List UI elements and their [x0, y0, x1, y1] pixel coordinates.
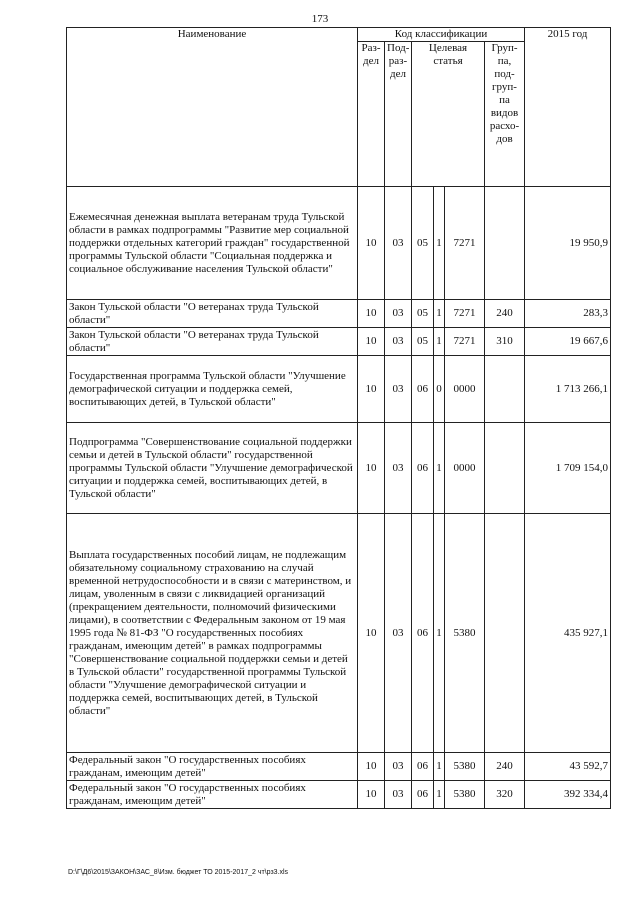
file-path-footer: D:\Г\Д6\2015\ЗАКОН\ЗАС_8\Изм. бюджет ТО 2015-2017_2 чт\рз3.xls: [68, 869, 289, 876]
header-code-group: Код классификации: [358, 28, 525, 42]
row-target-program: 06: [412, 781, 434, 809]
row-amount: 19 667,6: [525, 328, 611, 356]
row-amount: 1 713 266,1: [525, 356, 611, 423]
row-target-code: 7271: [445, 328, 485, 356]
header-expense-group: Груп- па, под- груп- па видов расхо- дов: [485, 42, 525, 187]
budget-table: [66, 27, 611, 809]
row-subsection: 03: [385, 356, 412, 423]
row-subsection: 03: [385, 187, 412, 300]
row-section: 10: [358, 423, 385, 514]
row-name: Федеральный закон "О государственных пособиях гражданам, имеющим детей": [67, 753, 358, 781]
row-target-subprogram: 1: [434, 187, 445, 300]
row-target-subprogram: 1: [434, 423, 445, 514]
row-subsection: 03: [385, 300, 412, 328]
row-target-code: 0000: [445, 356, 485, 423]
table-row: [67, 187, 611, 300]
table-row: [67, 300, 611, 328]
row-name: Федеральный закон "О государственных пособиях гражданам, имеющим детей": [67, 781, 358, 809]
row-amount: 392 334,4: [525, 781, 611, 809]
row-target-program: 06: [412, 514, 434, 753]
row-target-subprogram: 0: [434, 356, 445, 423]
row-name: Выплата государственных пособий лицам, не подлежащим обязательному социальному страхованию на случай временной нетрудоспособности и в связи с материнством, и лицам, уволенным в связи с ликвидацией организаций (прекращением деятельности, полномочий физическими лицами), в соответствии с Федеральным законом от 19 мая 1995 года № 81-ФЗ "О государственных пособиях гражданам, имеющим детей" в рамках подпрограммы "Совершенствование социальной поддержки семьи и детей в Тульской области" государственной программы Тульской области "Улучшение демографической ситуации и поддержка семей, воспитывающих детей, в Тульской области": [67, 514, 358, 753]
row-expense-group: [485, 423, 525, 514]
table-row: [67, 753, 611, 781]
row-name: Подпрограмма "Совершенствование социальной поддержки семьи и детей в Тульской области" государственной программы Тульской области "Улучшение демографической ситуации и поддержка семей, воспитывающих детей, в Тульской области": [67, 423, 358, 514]
row-section: 10: [358, 187, 385, 300]
row-section: 10: [358, 781, 385, 809]
row-expense-group: 240: [485, 753, 525, 781]
table-row: [67, 781, 611, 809]
row-name: Государственная программа Тульской области "Улучшение демографической ситуации и поддержка семей, воспитывающих детей, в Тульской области": [67, 356, 358, 423]
row-target-program: 05: [412, 300, 434, 328]
row-subsection: 03: [385, 514, 412, 753]
header-target: Целевая статья: [412, 42, 485, 187]
row-name: Закон Тульской области "О ветеранах труда Тульской области": [67, 300, 358, 328]
header-subsection: Под- раз- дел: [385, 42, 412, 187]
table-row: [67, 423, 611, 514]
page-number: 173: [311, 13, 329, 25]
row-target-subprogram: 1: [434, 781, 445, 809]
row-section: 10: [358, 753, 385, 781]
row-expense-group: [485, 187, 525, 300]
row-amount: 1 709 154,0: [525, 423, 611, 514]
row-amount: 19 950,9: [525, 187, 611, 300]
header-year: 2015 год: [525, 28, 611, 187]
table-row: [67, 328, 611, 356]
row-target-program: 06: [412, 356, 434, 423]
row-amount: 435 927,1: [525, 514, 611, 753]
row-subsection: 03: [385, 423, 412, 514]
row-amount: 283,3: [525, 300, 611, 328]
row-target-program: 05: [412, 328, 434, 356]
row-target-subprogram: 1: [434, 300, 445, 328]
row-name: Закон Тульской области "О ветеранах труда Тульской области": [67, 328, 358, 356]
row-section: 10: [358, 300, 385, 328]
row-target-program: 06: [412, 423, 434, 514]
table-row: [67, 514, 611, 753]
row-target-code: 7271: [445, 187, 485, 300]
row-expense-group: 240: [485, 300, 525, 328]
row-target-subprogram: 1: [434, 753, 445, 781]
table-row: [67, 356, 611, 423]
row-subsection: 03: [385, 328, 412, 356]
row-name: Ежемесячная денежная выплата ветеранам труда Тульской области в рамках подпрограммы "Развитие мер социальной поддержки отдельных категорий граждан" государственной программы Тульской области "Социальная поддержка и социальное обслуживание населения Тульской области": [67, 187, 358, 300]
row-target-code: 7271: [445, 300, 485, 328]
row-expense-group: [485, 356, 525, 423]
header-section: Раз- дел: [358, 42, 385, 187]
row-target-subprogram: 1: [434, 328, 445, 356]
row-target-code: 5380: [445, 753, 485, 781]
row-expense-group: 310: [485, 328, 525, 356]
row-target-code: 0000: [445, 423, 485, 514]
row-section: 10: [358, 514, 385, 753]
header-name: Наименование: [67, 28, 358, 187]
row-expense-group: 320: [485, 781, 525, 809]
row-section: 10: [358, 328, 385, 356]
row-target-code: 5380: [445, 781, 485, 809]
row-subsection: 03: [385, 753, 412, 781]
row-subsection: 03: [385, 781, 412, 809]
row-expense-group: [485, 514, 525, 753]
row-section: 10: [358, 356, 385, 423]
row-amount: 43 592,7: [525, 753, 611, 781]
row-target-program: 06: [412, 753, 434, 781]
row-target-program: 05: [412, 187, 434, 300]
row-target-code: 5380: [445, 514, 485, 753]
row-target-subprogram: 1: [434, 514, 445, 753]
